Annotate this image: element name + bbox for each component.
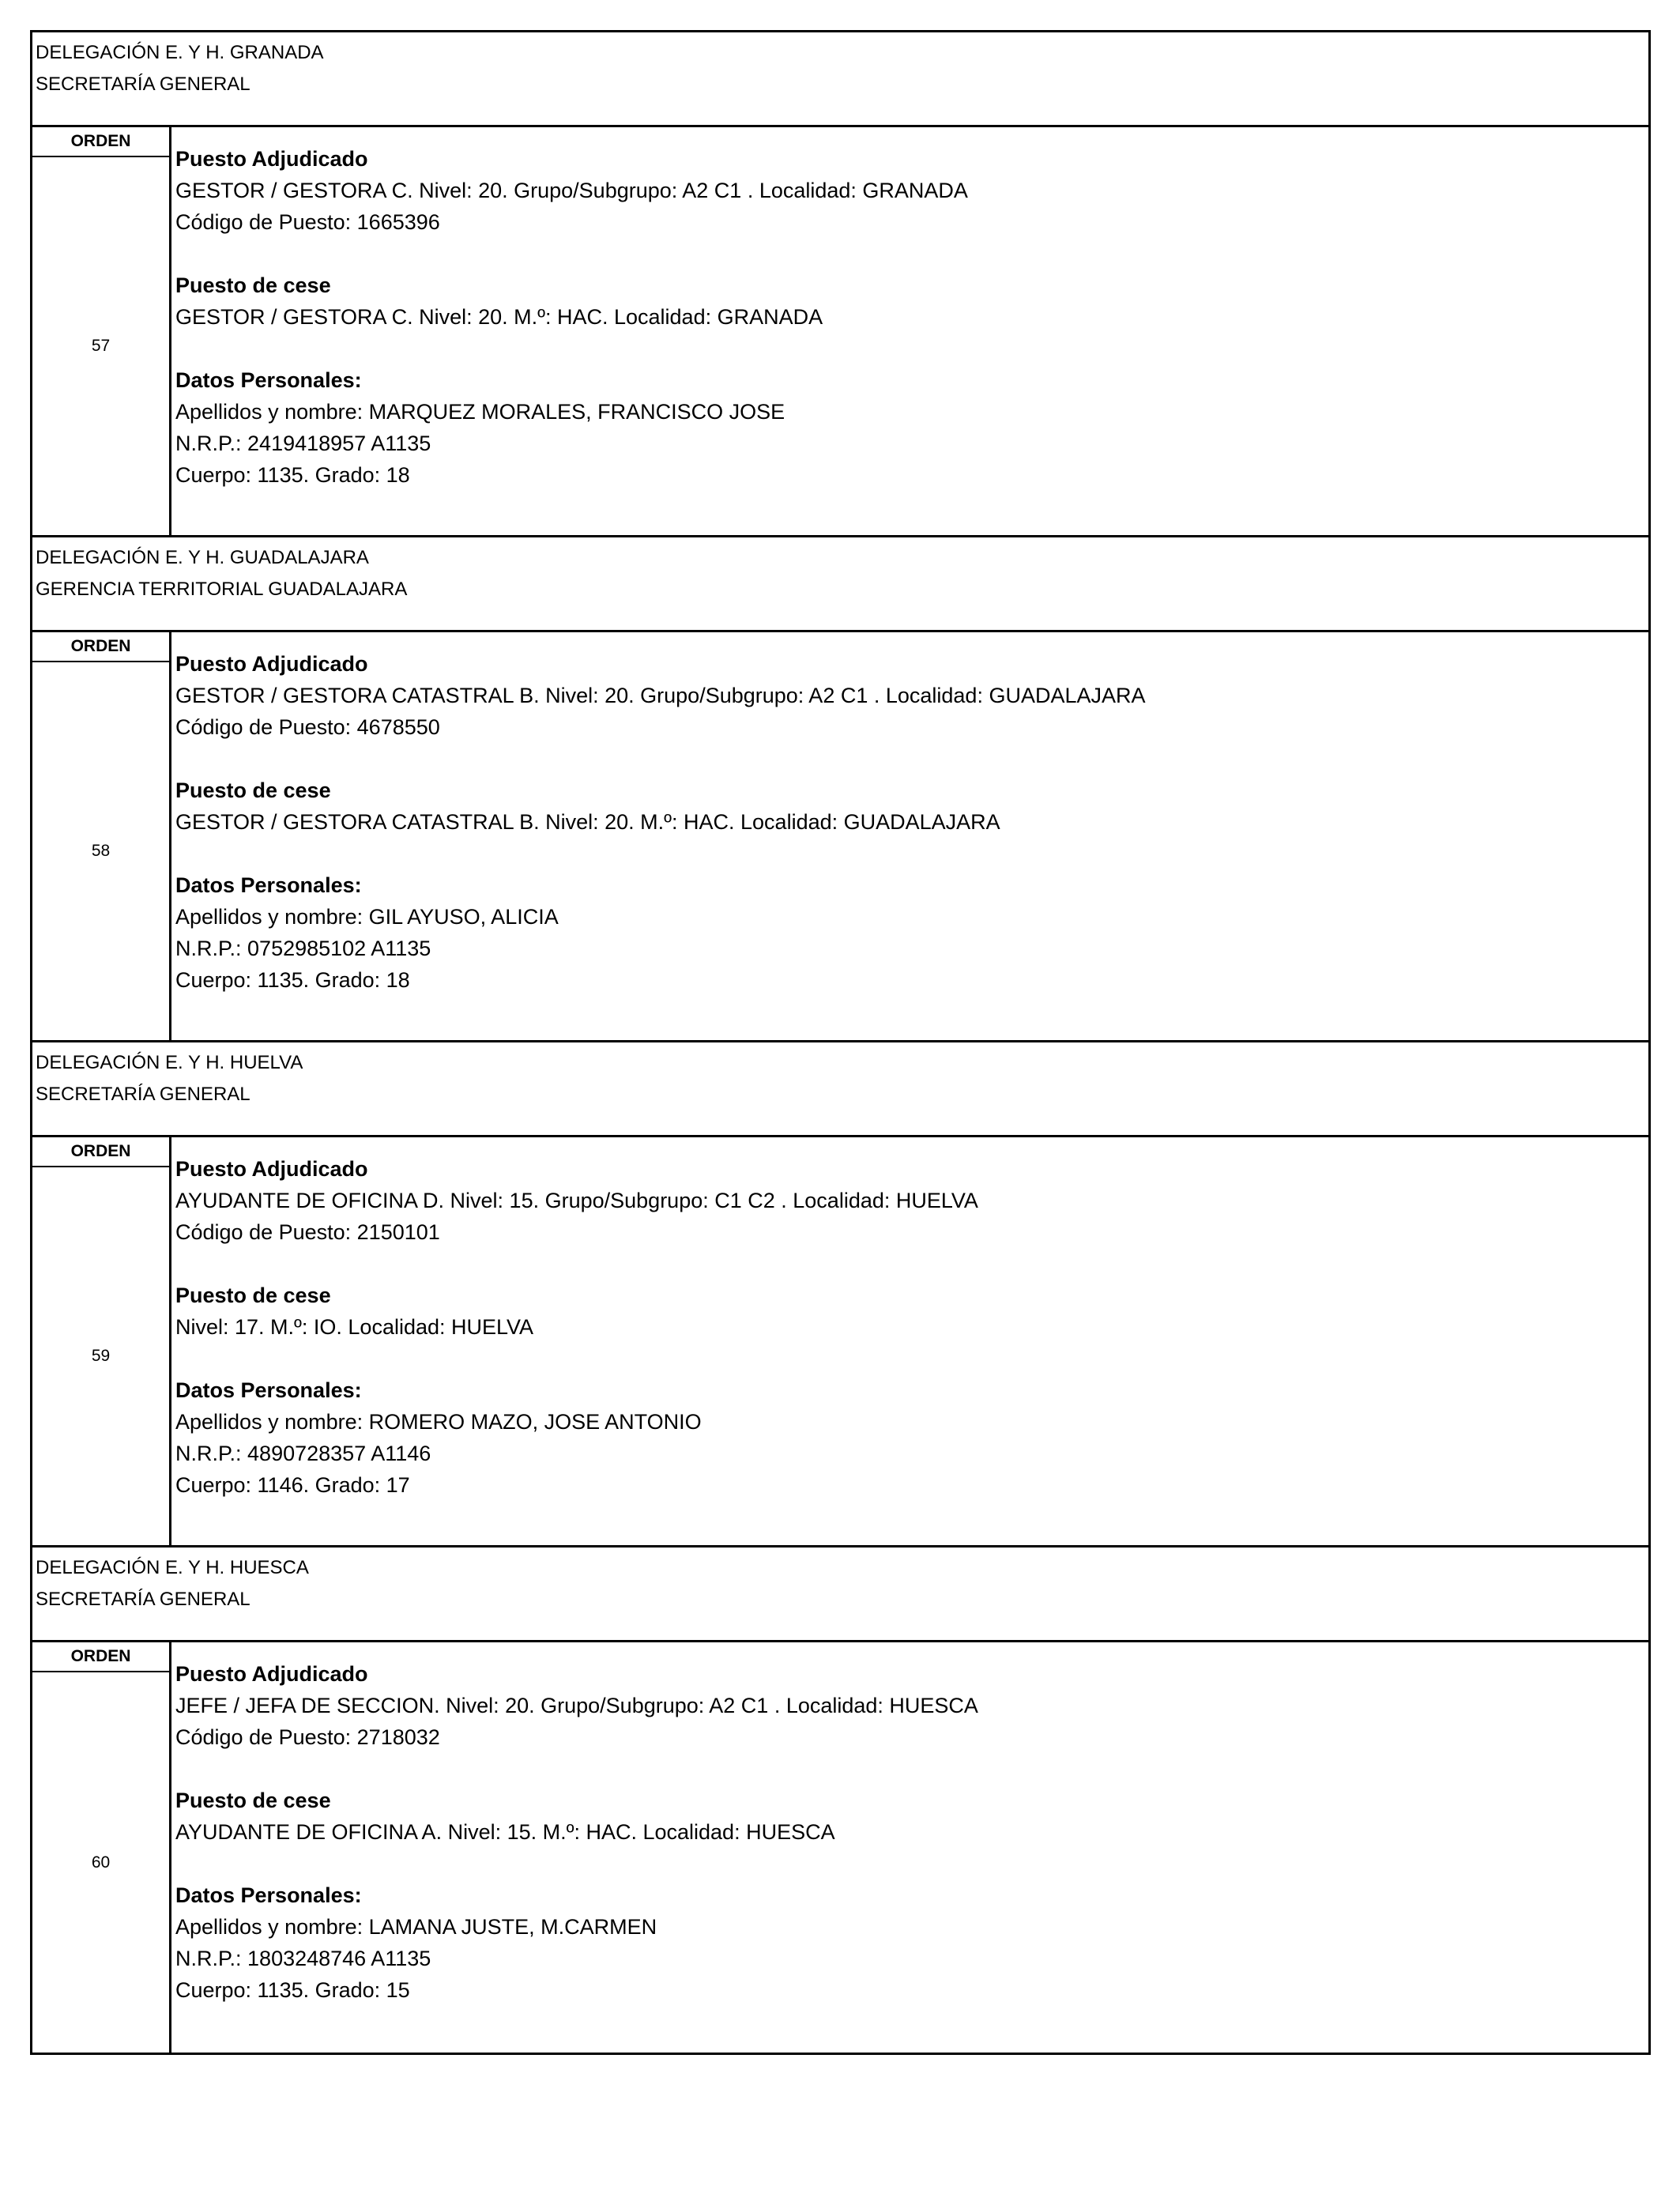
section-granada (32, 32, 1648, 537)
section-huesca (32, 1547, 1648, 2053)
puesto-adjudicado-text: AYUDANTE DE OFICINA D. Nivel: 15. Grupo/Subgrupo: C1 C2 . Localidad: HUELVA (175, 1189, 978, 1212)
delegacion-title: DELEGACIÓN E. Y H. GUADALAJARA (36, 547, 369, 568)
orden-label: ORDEN (32, 632, 169, 662)
nrp-text: N.R.P.: 4890728357 A1146 (175, 1442, 431, 1465)
orden-number: 59 (91, 1347, 111, 1365)
puesto-adjudicado-heading: Puesto Adjudicado (175, 147, 368, 171)
blank-line (175, 1753, 1648, 1785)
unidad-title: SECRETARÍA GENERAL (36, 1084, 250, 1105)
section-header (32, 1547, 1648, 1642)
puesto-cese-text: Nivel: 17. M.º: IO. Localidad: HUELVA (175, 1315, 534, 1339)
orden-column (32, 632, 171, 1040)
unidad-title: SECRETARÍA GENERAL (36, 74, 250, 95)
puesto-cese-heading: Puesto de cese (175, 1284, 331, 1307)
datos-personales-heading: Datos Personales: (175, 1378, 362, 1402)
puesto-cese-heading: Puesto de cese (175, 273, 331, 297)
entry-details (171, 1642, 1648, 2053)
cuerpo-grado-text: Cuerpo: 1135. Grado: 15 (175, 1978, 410, 2002)
puesto-adjudicado-heading: Puesto Adjudicado (175, 1662, 368, 1686)
entry-details (171, 127, 1648, 535)
section-header (32, 537, 1648, 632)
delegacion-title: DELEGACIÓN E. Y H. GRANADA (36, 42, 324, 63)
orden-column (32, 127, 171, 535)
delegacion-title: DELEGACIÓN E. Y H. HUESCA (36, 1557, 309, 1578)
blank-line (175, 838, 1648, 869)
orden-number: 57 (91, 337, 111, 355)
entry-details (171, 632, 1648, 1040)
puesto-adjudicado-text: JEFE / JEFA DE SECCION. Nivel: 20. Grupo/Subgrupo: A2 C1 . Localidad: HUESCA (175, 1694, 978, 1717)
blank-line (175, 743, 1648, 775)
orden-label: ORDEN (32, 127, 169, 157)
apellidos-nombre-text: Apellidos y nombre: ROMERO MAZO, JOSE ANTONIO (175, 1410, 702, 1434)
puesto-adjudicado-text: GESTOR / GESTORA CATASTRAL B. Nivel: 20. Grupo/Subgrupo: A2 C1 . Localidad: GUADALAJARA (175, 684, 1146, 707)
blank-line (175, 1248, 1648, 1280)
orden-number: 60 (91, 1853, 111, 1872)
codigo-puesto-text: Código de Puesto: 1665396 (175, 210, 440, 234)
nrp-text: N.R.P.: 2419418957 A1135 (175, 432, 431, 455)
document-table (30, 30, 1651, 2055)
apellidos-nombre-text: Apellidos y nombre: GIL AYUSO, ALICIA (175, 905, 559, 929)
entry-row (32, 127, 1648, 537)
delegacion-title: DELEGACIÓN E. Y H. HUELVA (36, 1052, 303, 1073)
section-huelva (32, 1042, 1648, 1547)
nrp-text: N.R.P.: 0752985102 A1135 (175, 937, 431, 960)
puesto-cese-heading: Puesto de cese (175, 1789, 331, 1812)
cuerpo-grado-text: Cuerpo: 1146. Grado: 17 (175, 1473, 410, 1497)
blank-line (175, 238, 1648, 270)
datos-personales-heading: Datos Personales: (175, 1883, 362, 1907)
puesto-adjudicado-heading: Puesto Adjudicado (175, 652, 368, 676)
cuerpo-grado-text: Cuerpo: 1135. Grado: 18 (175, 463, 410, 487)
orden-column (32, 1642, 171, 2053)
datos-personales-heading: Datos Personales: (175, 368, 362, 392)
apellidos-nombre-text: Apellidos y nombre: LAMANA JUSTE, M.CARMEN (175, 1915, 657, 1939)
puesto-adjudicado-heading: Puesto Adjudicado (175, 1157, 368, 1181)
datos-personales-heading: Datos Personales: (175, 873, 362, 897)
puesto-cese-text: AYUDANTE DE OFICINA A. Nivel: 15. M.º: HAC. Localidad: HUESCA (175, 1820, 835, 1844)
codigo-puesto-text: Código de Puesto: 2150101 (175, 1220, 440, 1244)
puesto-cese-heading: Puesto de cese (175, 778, 331, 802)
orden-label: ORDEN (32, 1642, 169, 1672)
entry-row (32, 1642, 1648, 2053)
orden-column (32, 1137, 171, 1545)
puesto-cese-text: GESTOR / GESTORA CATASTRAL B. Nivel: 20. M.º: HAC. Localidad: GUADALAJARA (175, 810, 1000, 834)
section-header (32, 32, 1648, 127)
cuerpo-grado-text: Cuerpo: 1135. Grado: 18 (175, 968, 410, 992)
nrp-text: N.R.P.: 1803248746 A1135 (175, 1947, 431, 1970)
unidad-title: GERENCIA TERRITORIAL GUADALAJARA (36, 579, 408, 600)
section-header (32, 1042, 1648, 1137)
puesto-cese-text: GESTOR / GESTORA C. Nivel: 20. M.º: HAC. Localidad: GRANADA (175, 305, 823, 329)
orden-number: 58 (91, 842, 111, 860)
blank-line (175, 1848, 1648, 1879)
codigo-puesto-text: Código de Puesto: 2718032 (175, 1725, 440, 1749)
entry-row (32, 1137, 1648, 1547)
blank-line (175, 1343, 1648, 1374)
entry-row (32, 632, 1648, 1042)
unidad-title: SECRETARÍA GENERAL (36, 1589, 250, 1610)
apellidos-nombre-text: Apellidos y nombre: MARQUEZ MORALES, FRANCISCO JOSE (175, 400, 785, 424)
section-guadalajara (32, 537, 1648, 1042)
blank-line (175, 333, 1648, 364)
puesto-adjudicado-text: GESTOR / GESTORA C. Nivel: 20. Grupo/Subgrupo: A2 C1 . Localidad: GRANADA (175, 179, 968, 202)
entry-details (171, 1137, 1648, 1545)
codigo-puesto-text: Código de Puesto: 4678550 (175, 715, 440, 739)
orden-label: ORDEN (32, 1137, 169, 1167)
